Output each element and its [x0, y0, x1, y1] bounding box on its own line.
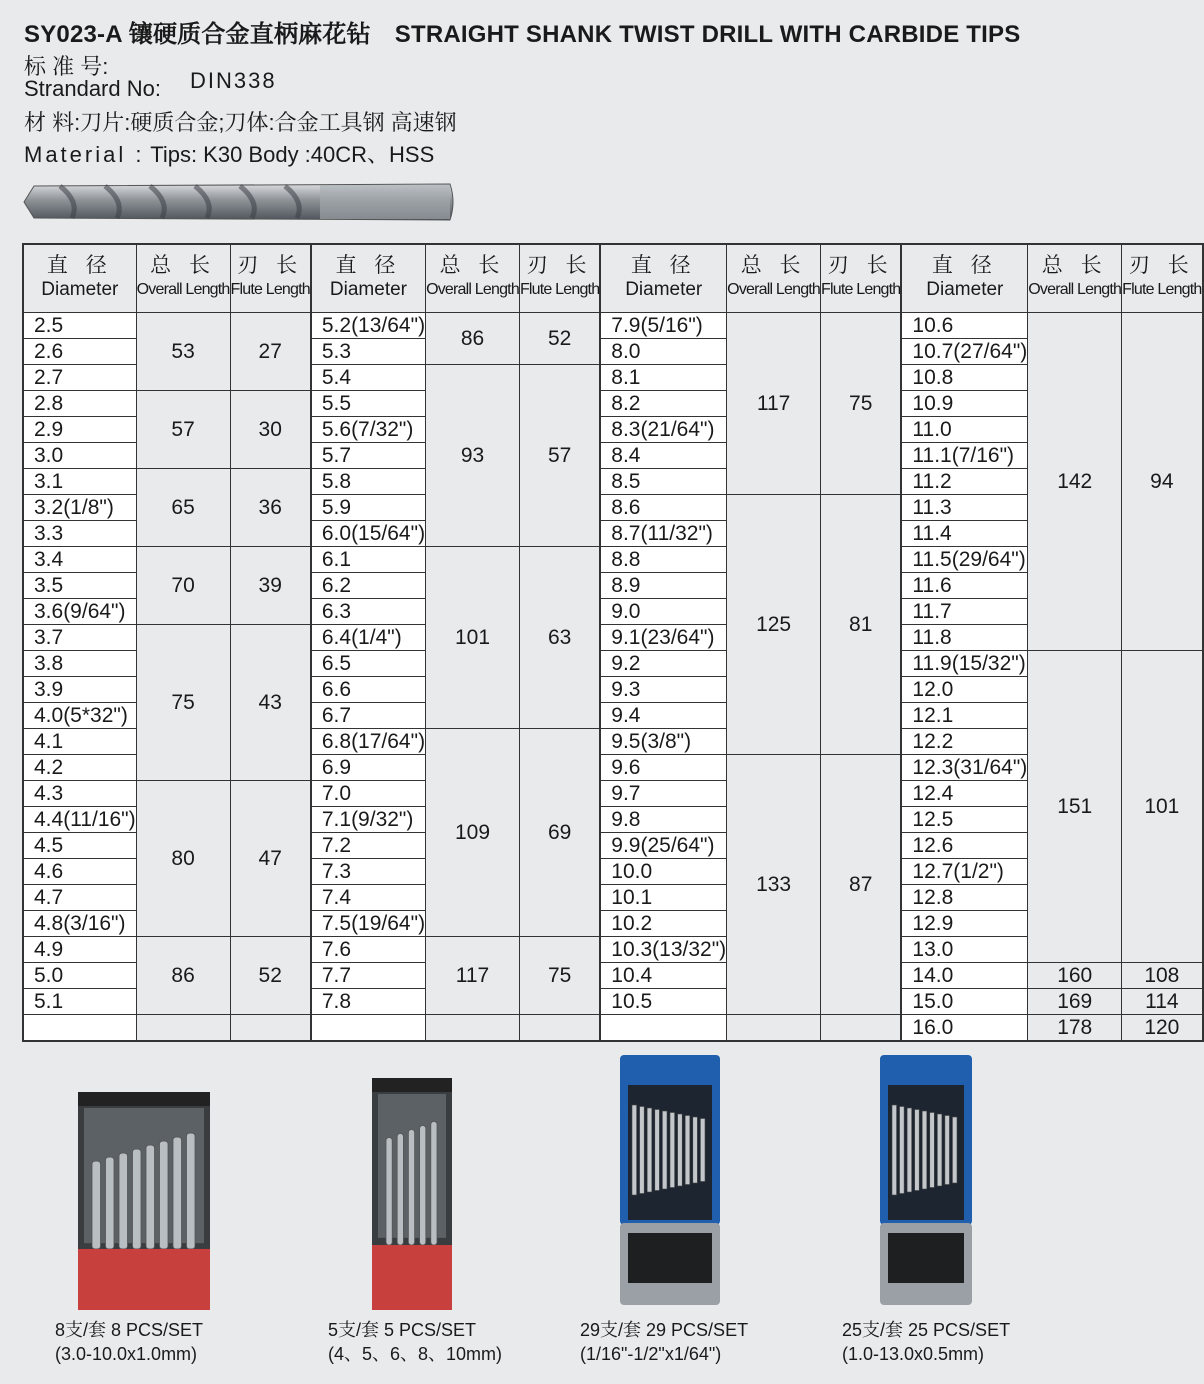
diameter-cell: 6.8(17/64") — [311, 728, 426, 754]
header-flute-length — [1122, 244, 1203, 312]
diameter-cell: 5.6(7/32") — [311, 416, 426, 442]
product-caption-2 — [328, 1318, 502, 1366]
diameter-cell: 11.2 — [901, 468, 1027, 494]
flute-length-cell: 81 — [821, 494, 902, 754]
header-flute-length-cn: 刃 长 — [827, 254, 894, 278]
flute-length-cell: 39 — [230, 546, 311, 624]
diameter-cell: 10.0 — [600, 858, 726, 884]
header-flute-length-cn: 刃 长 — [1128, 254, 1195, 278]
overall-length-cell: 151 — [1028, 650, 1122, 962]
title-en: STRAIGHT SHANK TWIST DRILL WITH CARBIDE TIPS — [394, 21, 1021, 48]
header-overall-length — [727, 244, 821, 312]
diameter-cell: 2.7 — [23, 364, 136, 390]
diameter-cell: 8.7(11/32") — [600, 520, 726, 546]
diameter-cell: 3.1 — [23, 468, 136, 494]
header-overall-length-en: Overall Length — [136, 281, 230, 299]
diameter-cell: 3.9 — [23, 676, 136, 702]
diameter-cell: 12.6 — [901, 832, 1027, 858]
flute-length-cell: 57 — [519, 364, 600, 546]
header-diameter-cn: 直 径 — [931, 254, 998, 278]
diameter-cell: 8.5 — [600, 468, 726, 494]
diameter-cell: 10.5 — [600, 988, 726, 1014]
diameter-cell: 8.3(21/64") — [600, 416, 726, 442]
diameter-cell: 6.0(15/64") — [311, 520, 426, 546]
diameter-cell: 12.3(31/64") — [901, 754, 1027, 780]
header-overall-length-cn: 总 长 — [740, 254, 807, 278]
diameter-cell: 6.9 — [311, 754, 426, 780]
diameter-cell: 7.8 — [311, 988, 426, 1014]
diameter-cell: 10.1 — [600, 884, 726, 910]
material-row-cn — [24, 106, 457, 137]
header-overall-length-cn: 总 长 — [439, 254, 506, 278]
overall-length-cell: 117 — [727, 312, 821, 494]
table-header-row — [23, 244, 1203, 312]
diameter-cell: 5.1 — [23, 988, 136, 1014]
diameter-cell: 5.0 — [23, 962, 136, 988]
product-size-range: (3.0-10.0x1.0mm) — [55, 1344, 198, 1364]
flute-length-cell: 27 — [230, 312, 311, 390]
diameter-cell — [600, 1014, 726, 1041]
diameter-cell: 7.1(9/32") — [311, 806, 426, 832]
product-image-3 — [620, 1055, 720, 1310]
diameter-cell: 3.5 — [23, 572, 136, 598]
overall-length-cell: 178 — [1028, 1014, 1122, 1041]
header-overall-length — [136, 244, 230, 312]
empty-cell — [230, 1014, 311, 1041]
standard-value: DIN338 — [190, 68, 277, 93]
header-diameter-en: Diameter — [41, 279, 119, 301]
diameter-cell: 12.5 — [901, 806, 1027, 832]
overall-length-cell: 65 — [136, 468, 230, 546]
diameter-cell: 3.7 — [23, 624, 136, 650]
flute-length-cell: 52 — [519, 312, 600, 364]
flute-length-cell: 108 — [1122, 962, 1203, 988]
diameter-cell: 11.9(15/32") — [901, 650, 1027, 676]
header-flute-length-en: Flute Length — [821, 281, 901, 299]
header-overall-length-cn: 总 长 — [150, 254, 216, 278]
table-row — [23, 1014, 1203, 1041]
header-flute-length — [821, 244, 902, 312]
diameter-cell: 2.6 — [23, 338, 136, 364]
flute-length-cell: 47 — [230, 780, 311, 936]
overall-length-cell: 53 — [136, 312, 230, 390]
diameter-cell: 9.0 — [600, 598, 726, 624]
diameter-cell: 4.3 — [23, 780, 136, 806]
diameter-cell: 9.5(3/8") — [600, 728, 726, 754]
standard-label-en: Strandard No: — [24, 76, 161, 101]
header-diameter — [311, 244, 426, 312]
header-flute-length — [519, 244, 600, 312]
product-caption-4 — [842, 1318, 1010, 1366]
diameter-cell: 11.5(29/64") — [901, 546, 1027, 572]
flute-length-cell: 63 — [519, 546, 600, 728]
diameter-cell: 8.8 — [600, 546, 726, 572]
diameter-cell: 4.2 — [23, 754, 136, 780]
diameter-cell — [23, 1014, 136, 1041]
diameter-cell: 10.7(27/64") — [901, 338, 1027, 364]
diameter-cell: 5.3 — [311, 338, 426, 364]
diameter-cell: 9.4 — [600, 702, 726, 728]
diameter-cell: 6.5 — [311, 650, 426, 676]
diameter-cell: 6.4(1/4") — [311, 624, 426, 650]
diameter-cell: 3.4 — [23, 546, 136, 572]
standard-label-cn: 标 准 号: — [24, 54, 109, 79]
overall-length-cell: 93 — [426, 364, 520, 546]
product-size-range: (4、5、6、8、10mm) — [328, 1344, 503, 1364]
page-title — [24, 14, 1020, 49]
diameter-cell: 11.1(7/16") — [901, 442, 1027, 468]
flute-length-cell: 75 — [821, 312, 902, 494]
overall-length-cell: 160 — [1028, 962, 1122, 988]
header-diameter — [23, 244, 136, 312]
diameter-cell: 5.8 — [311, 468, 426, 494]
header-diameter — [901, 244, 1027, 312]
diameter-cell — [311, 1014, 426, 1041]
material-value-en: Tips: K30 Body :40CR、HSS — [150, 142, 435, 167]
flute-length-cell: 36 — [230, 468, 311, 546]
diameter-cell: 4.9 — [23, 936, 136, 962]
empty-cell — [519, 1014, 600, 1041]
product-count: 29支/套 29 PCS/SET — [580, 1320, 749, 1340]
diameter-cell: 8.9 — [600, 572, 726, 598]
drill-spec-table — [22, 243, 1204, 1042]
header-diameter-en: Diameter — [926, 279, 1004, 301]
header-diameter-cn: 直 径 — [335, 254, 402, 278]
diameter-cell: 6.1 — [311, 546, 426, 572]
flute-length-cell: 101 — [1122, 650, 1203, 962]
diameter-cell: 11.7 — [901, 598, 1027, 624]
diameter-cell: 8.4 — [600, 442, 726, 468]
flute-length-cell: 69 — [519, 728, 600, 936]
header-flute-length-cn: 刃 长 — [237, 254, 304, 278]
diameter-cell: 12.7(1/2") — [901, 858, 1027, 884]
product-count: 5支/套 5 PCS/SET — [328, 1320, 477, 1340]
diameter-cell: 7.9(5/16") — [600, 312, 726, 338]
diameter-cell: 8.6 — [600, 494, 726, 520]
header-diameter-en: Diameter — [625, 279, 703, 301]
diameter-cell: 15.0 — [901, 988, 1027, 1014]
header-overall-length — [1028, 244, 1122, 312]
diameter-cell: 4.8(3/16") — [23, 910, 136, 936]
header-overall-length-cn: 总 长 — [1041, 254, 1108, 278]
empty-cell — [136, 1014, 230, 1041]
diameter-cell: 8.2 — [600, 390, 726, 416]
empty-cell — [727, 1014, 821, 1041]
empty-cell — [821, 1014, 902, 1041]
overall-length-cell: 86 — [426, 312, 520, 364]
table-row — [23, 780, 1203, 806]
header-overall-length — [426, 244, 520, 312]
diameter-cell: 13.0 — [901, 936, 1027, 962]
diameter-cell: 2.5 — [23, 312, 136, 338]
flute-length-cell: 87 — [821, 754, 902, 1014]
diameter-cell: 9.1(23/64") — [600, 624, 726, 650]
diameter-cell: 9.9(25/64") — [600, 832, 726, 858]
diameter-cell: 10.2 — [600, 910, 726, 936]
diameter-cell: 3.8 — [23, 650, 136, 676]
diameter-cell: 10.3(13/32") — [600, 936, 726, 962]
overall-length-cell: 80 — [136, 780, 230, 936]
material-value-cn: 刀片:硬质合金;刀体:合金工具钢 高速钢 — [80, 110, 457, 135]
diameter-cell: 4.6 — [23, 858, 136, 884]
diameter-cell: 16.0 — [901, 1014, 1027, 1041]
flute-length-cell: 120 — [1122, 1014, 1203, 1041]
diameter-cell: 5.5 — [311, 390, 426, 416]
empty-cell — [426, 1014, 520, 1041]
flute-length-cell: 75 — [519, 936, 600, 1014]
table-row — [23, 936, 1203, 962]
diameter-cell: 9.3 — [600, 676, 726, 702]
diameter-cell: 4.0(5*32") — [23, 702, 136, 728]
header-overall-length-en: Overall Length — [426, 281, 519, 299]
diameter-cell: 12.0 — [901, 676, 1027, 702]
diameter-cell: 12.9 — [901, 910, 1027, 936]
product-count: 25支/套 25 PCS/SET — [842, 1320, 1011, 1340]
diameter-cell: 5.4 — [311, 364, 426, 390]
diameter-cell: 12.4 — [901, 780, 1027, 806]
title-cn: SY023-A 镶硬质合金直柄麻花钻 — [24, 21, 371, 48]
diameter-cell: 2.9 — [23, 416, 136, 442]
diameter-cell: 7.4 — [311, 884, 426, 910]
diameter-cell: 3.6(9/64") — [23, 598, 136, 624]
diameter-cell: 9.7 — [600, 780, 726, 806]
diameter-cell: 3.2(1/8") — [23, 494, 136, 520]
diameter-cell: 7.0 — [311, 780, 426, 806]
twist-drill-image — [20, 178, 460, 226]
diameter-cell: 11.6 — [901, 572, 1027, 598]
diameter-cell: 3.0 — [23, 442, 136, 468]
diameter-cell: 10.8 — [901, 364, 1027, 390]
diameter-cell: 6.2 — [311, 572, 426, 598]
product-caption-1 — [55, 1318, 203, 1366]
diameter-cell: 7.7 — [311, 962, 426, 988]
header-flute-length — [230, 244, 311, 312]
overall-length-cell: 57 — [136, 390, 230, 468]
overall-length-cell: 86 — [136, 936, 230, 1014]
standard-row — [24, 76, 161, 102]
diameter-cell: 5.9 — [311, 494, 426, 520]
diameter-cell: 12.1 — [901, 702, 1027, 728]
header-flute-length-en: Flute Length — [1122, 281, 1202, 299]
material-label-en: Material : — [24, 142, 145, 167]
diameter-cell: 9.6 — [600, 754, 726, 780]
diameter-cell: 10.4 — [600, 962, 726, 988]
overall-length-cell: 133 — [727, 754, 821, 1014]
table-row — [23, 468, 1203, 494]
header-flute-length-en: Flute Length — [519, 281, 600, 299]
flute-length-cell: 114 — [1122, 988, 1203, 1014]
diameter-cell: 7.2 — [311, 832, 426, 858]
overall-length-cell: 169 — [1028, 988, 1122, 1014]
product-size-range: (1/16"-1/2"x1/64") — [580, 1344, 722, 1364]
header-diameter-en: Diameter — [329, 279, 407, 301]
diameter-cell: 4.1 — [23, 728, 136, 754]
diameter-cell: 6.6 — [311, 676, 426, 702]
flute-length-cell: 52 — [230, 936, 311, 1014]
diameter-cell: 6.3 — [311, 598, 426, 624]
flute-length-cell: 30 — [230, 390, 311, 468]
overall-length-cell: 109 — [426, 728, 520, 936]
diameter-cell: 11.8 — [901, 624, 1027, 650]
diameter-cell: 2.8 — [23, 390, 136, 416]
header-diameter-cn: 直 径 — [46, 254, 113, 278]
diameter-cell: 10.6 — [901, 312, 1027, 338]
diameter-cell: 7.6 — [311, 936, 426, 962]
product-count: 8支/套 8 PCS/SET — [55, 1320, 204, 1340]
diameter-cell: 4.5 — [23, 832, 136, 858]
table-row — [23, 390, 1203, 416]
table-row — [23, 312, 1203, 338]
diameter-cell: 11.0 — [901, 416, 1027, 442]
product-caption-3 — [580, 1318, 748, 1366]
flute-length-cell: 94 — [1122, 312, 1203, 650]
diameter-cell: 4.7 — [23, 884, 136, 910]
material-label-cn: 材 料: — [24, 110, 81, 135]
diameter-cell: 12.8 — [901, 884, 1027, 910]
overall-length-cell: 117 — [426, 936, 520, 1014]
diameter-cell: 9.2 — [600, 650, 726, 676]
diameter-cell: 8.0 — [600, 338, 726, 364]
diameter-cell: 7.3 — [311, 858, 426, 884]
product-image-1 — [78, 1092, 210, 1315]
overall-length-cell: 142 — [1028, 312, 1122, 650]
overall-length-cell: 70 — [136, 546, 230, 624]
diameter-cell: 8.1 — [600, 364, 726, 390]
diameter-cell: 9.8 — [600, 806, 726, 832]
product-image-2 — [372, 1078, 452, 1315]
diameter-cell: 11.4 — [901, 520, 1027, 546]
diameter-cell: 14.0 — [901, 962, 1027, 988]
overall-length-cell: 75 — [136, 624, 230, 780]
table-row — [23, 546, 1203, 572]
diameter-cell: 3.3 — [23, 520, 136, 546]
product-image-4 — [880, 1055, 972, 1310]
diameter-cell: 12.2 — [901, 728, 1027, 754]
flute-length-cell: 43 — [230, 624, 311, 780]
table-row — [23, 624, 1203, 650]
material-row-en — [24, 138, 434, 169]
diameter-cell: 10.9 — [901, 390, 1027, 416]
overall-length-cell: 101 — [426, 546, 520, 728]
diameter-cell: 7.5(19/64") — [311, 910, 426, 936]
diameter-cell: 4.4(11/16") — [23, 806, 136, 832]
diameter-cell: 5.7 — [311, 442, 426, 468]
header-flute-length-cn: 刃 长 — [526, 254, 593, 278]
product-size-range: (1.0-13.0x0.5mm) — [842, 1344, 985, 1364]
overall-length-cell: 125 — [727, 494, 821, 754]
diameter-cell: 11.3 — [901, 494, 1027, 520]
diameter-cell: 6.7 — [311, 702, 426, 728]
diameter-cell: 5.2(13/64") — [311, 312, 426, 338]
header-diameter-cn: 直 径 — [630, 254, 697, 278]
header-diameter — [600, 244, 726, 312]
header-overall-length-en: Overall Length — [727, 281, 821, 299]
header-flute-length-en: Flute Length — [230, 281, 310, 299]
header-overall-length-en: Overall Length — [1028, 281, 1122, 299]
